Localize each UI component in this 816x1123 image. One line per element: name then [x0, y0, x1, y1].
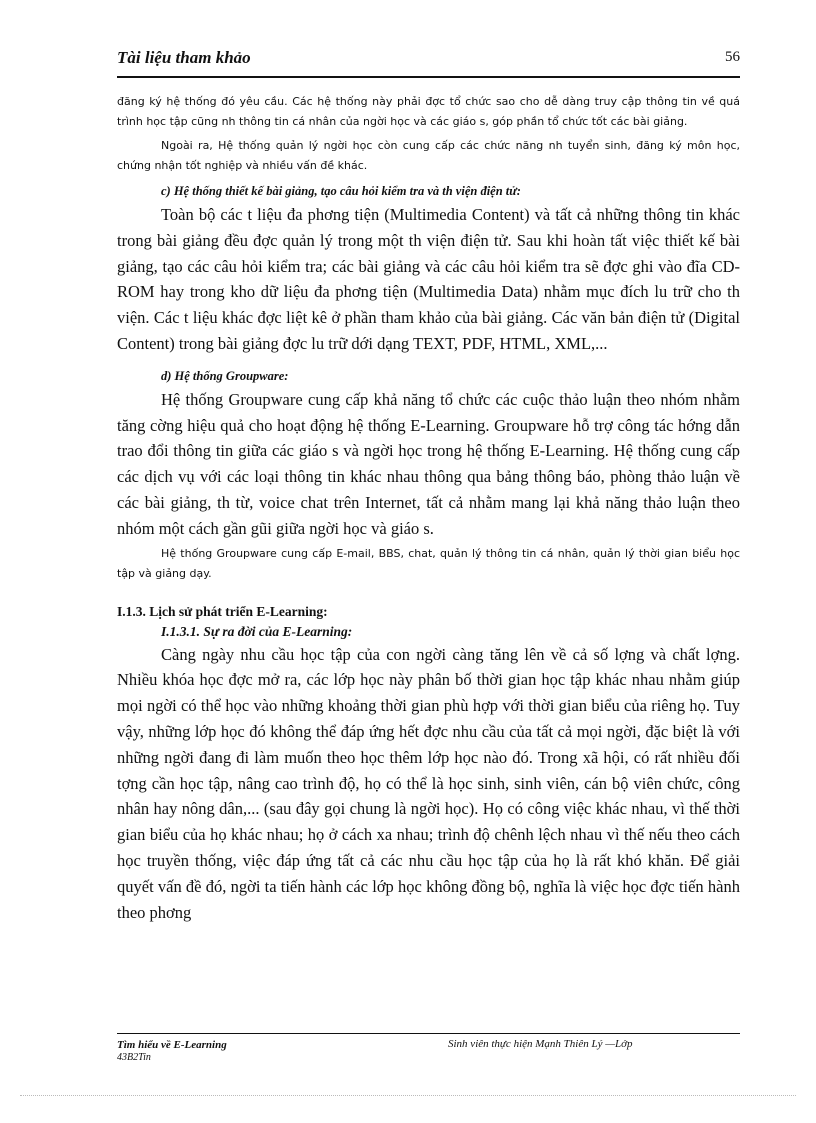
page-body [117, 92, 740, 925]
header-title: Tài liệu tham khảo [117, 48, 251, 67]
footer-class: 43B2Tin [117, 1052, 151, 1063]
section-heading: I.1.3. Lịch sử phát triển E-Learning: [117, 603, 328, 619]
page-header [117, 46, 740, 78]
paragraph: đăng ký hệ thống đó yêu cầu. Các hệ thống này phải đợc tổ chức sao cho dễ dàng truy cập thông tin về quá trình học tập cũng nh thông tin cá nhân của ngời học và các giáo s, góp phần tổ chức tốt các bài giảng. [117, 95, 740, 128]
page-number: 56 [725, 49, 740, 65]
paragraph: Toàn bộ các t liệu đa phơng tiện (Multimedia Content) và tất cả những thông tin khác trong bài giảng đều đợc quản lý trong một th viện điện tử. Sau khi hoàn tất việc thiết kế bài giảng, tạo các câu hỏi kiểm tra; các bài giảng và các câu hỏi kiểm tra sẽ đợc ghi vào đĩa CD-ROM hay trong kho dữ liệu đa phơng tiện (Multimedia Data) nhằm mục đích lu trữ cho th viện. Các t liệu khác đợc liệt kê ở phần tham khảo của bài giảng. Các văn bản điện tử (Digital Content) trong bài giảng đợc lu trữ dới dạng TEXT, PDF, HTML, XML,... [117, 205, 740, 353]
footer-doc-title: Tìm hiểu về E-Learning [117, 1039, 227, 1051]
footer-author: Sinh viên thực hiện Mạnh Thiên Lý —Lớp [448, 1038, 633, 1050]
heading-d: d) Hệ thống Groupware: [161, 368, 289, 383]
subsection-heading: I.1.3.1. Sự ra đời của E-Learning: [161, 623, 353, 639]
paragraph: Càng ngày nhu cầu học tập của con ngời càng tăng lên về cả số lợng và chất lợng. Nhiều khóa học đợc mở ra, các lớp học này phân bố thời gian học tập khác nhau nhằm giúp mọi ngời có thể học vào những khoảng thời gian phù hợp với thời gian biểu của riêng họ. Tuy vậy, những lớp học đó không thể đáp ứng hết đợc nhu cầu của tất cả mọi ngời, đặc biệt là với những ngời đang đi làm muốn theo học thêm lớp học nào đó. Trong xã hội, có rất nhiều đối tợng cần học tập, nâng cao trình độ, họ có thể là học sinh, sinh viên, cán bộ viên chức, công nhân hay nông dân,... (sau đây gọi chung là ngời học). Họ có công việc khác nhau, vì thế thời gian biểu của họ khác nhau; họ ở cách xa nhau; trình độ chênh lệch nhau vì thế nếu theo cách học truyền thống, việc đáp ứng tất cả các nhu cầu học tập của họ là rất khó khăn. Để giải quyết vấn đề đó, ngời ta tiến hành các lớp học không đồng bộ, nghĩa là việc học đợc tiến hành theo phơng [117, 644, 740, 922]
page-edge-divider [20, 1095, 796, 1096]
paragraph: Hệ thống Groupware cung cấp khả năng tổ chức các cuộc thảo luận theo nhóm nhằm tăng cờng hiệu quả cho hoạt động hệ thống E-Learning. Groupware hỗ trợ công tác hớng dẫn trao đổi thông tin giữa các giáo s và ngời học trong hệ thống E-Learning. Hệ thống cung cấp các dịch vụ với các loại thông tin khác nhau thông qua bảng thông báo, phòng thảo luận về các bài giảng, th từ, voice chat trên Internet, tất cả nhằm mang lại khả năng thảo luận theo nhóm một cách gần gũi giữa ngời học và giáo s. [117, 389, 740, 538]
footer-divider [117, 1033, 740, 1034]
heading-c: c) Hệ thống thiết kế bài giảng, tạo câu hỏi kiểm tra và th viện điện tử: [161, 184, 521, 198]
paragraph: Ngoài ra, Hệ thống quản lý ngời học còn cung cấp các chức năng nh tuyển sinh, đăng ký môn học, chứng nhận tốt nghiệp và nhiều vấn đề khác. [117, 139, 740, 172]
paragraph: Hệ thống Groupware cung cấp E-mail, BBS, chat, quản lý thông tin cá nhân, quản lý thời gian biểu học tập và giảng dạy. [117, 546, 740, 580]
